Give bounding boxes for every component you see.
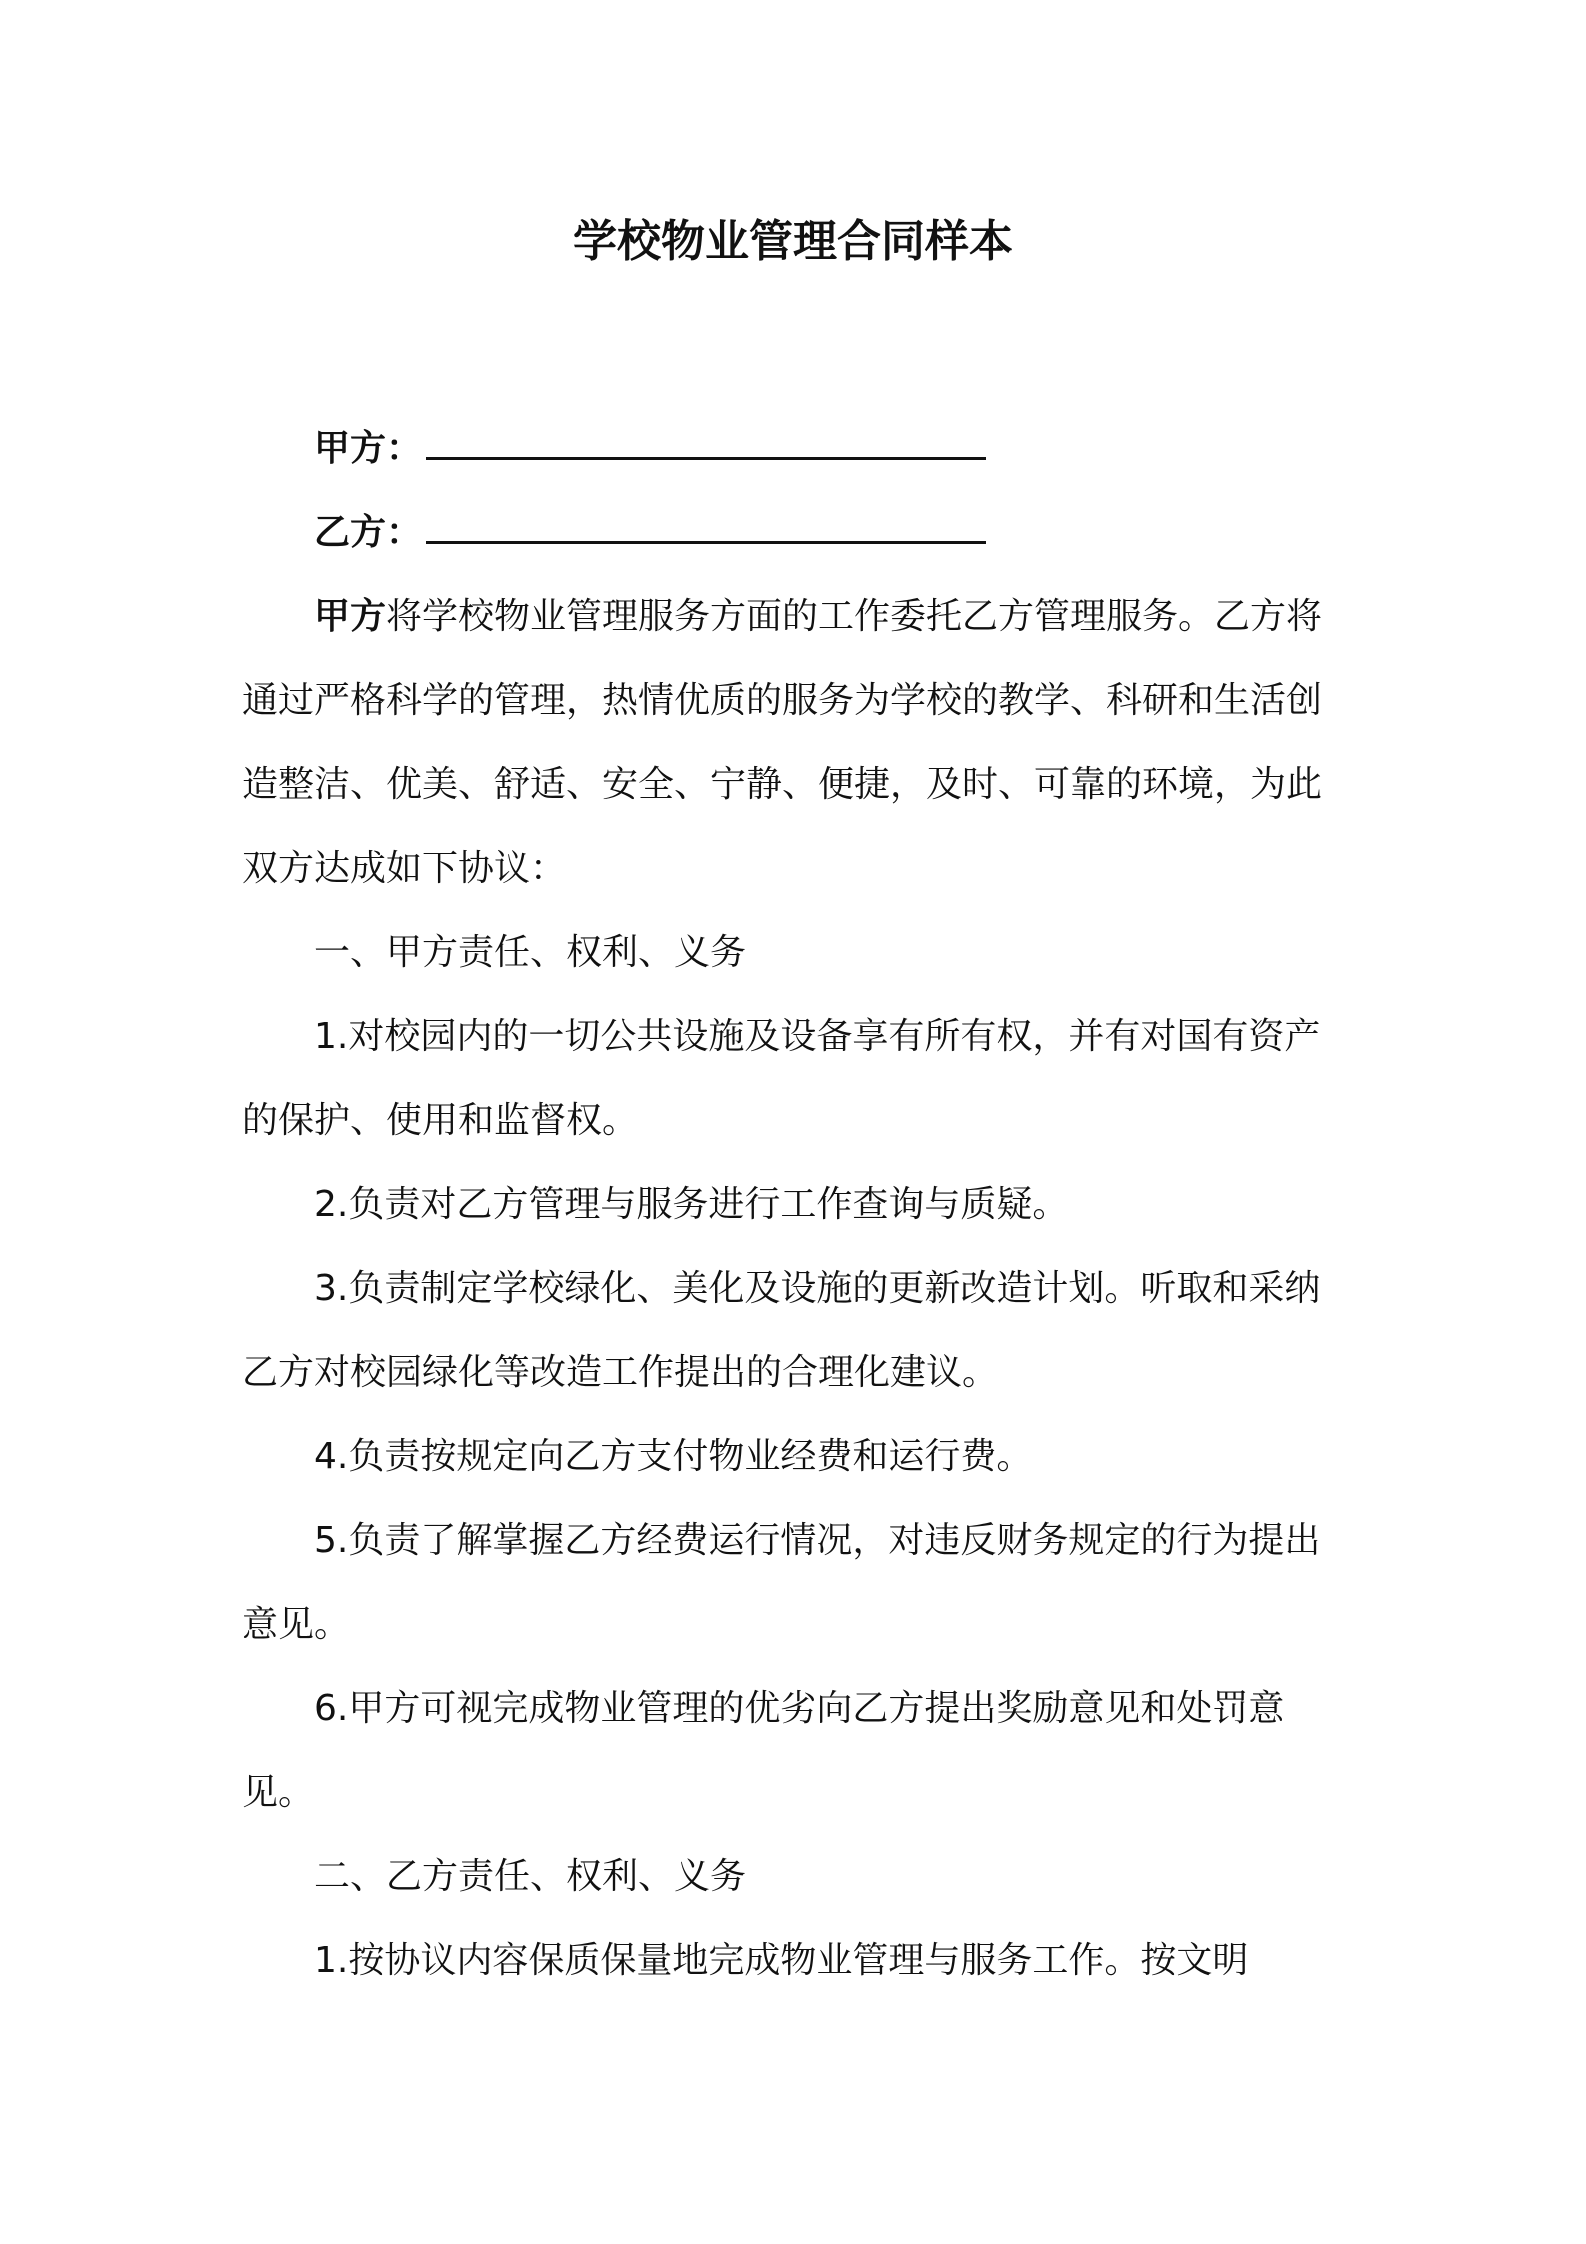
section-1-heading: 一、甲方责任、权利、义务 [314, 932, 747, 973]
intro-text: 将学校物业管理服务方面的工作委托乙方管理服务。乙方将通过严格科学的管理，热情优质的服务为学校的教学、科研和生活创造整洁、优美、舒适、安全、宁静、便捷，及时、可靠的环境，为此双方达成如下协议： [242, 596, 1323, 889]
party-b-label: 乙方： [314, 512, 423, 553]
party-a-label: 甲方： [314, 428, 423, 469]
section-1-item: 4.负责按规定向乙方支付物业经费和运行费。 [314, 1436, 1033, 1477]
section-1-item: 2.负责对乙方管理与服务进行工作查询与质疑。 [314, 1184, 1069, 1225]
document-title: 学校物业管理合同样本 [573, 216, 1013, 267]
party-b-line [242, 491, 1352, 575]
section-1-item: 1.对校园内的一切公共设施及设备享有所有权，并有对国有资产的保护、使用和监督权。 [242, 1016, 1321, 1141]
party-a-blank-line [426, 427, 986, 460]
section-2-item: 1.按协议内容保质保量地完成物业管理与服务工作。按文明 [314, 1940, 1249, 1981]
intro-lead: 甲方 [314, 596, 387, 637]
intro-paragraph [242, 575, 1352, 911]
party-a-line [242, 407, 1352, 491]
section-2-heading: 二、乙方责任、权利、义务 [314, 1856, 747, 1897]
section-1-item: 3.负责制定学校绿化、美化及设施的更新改造计划。听取和采纳乙方对校园绿化等改造工作提出的合理化建议。 [242, 1268, 1321, 1393]
party-b-blank-line [426, 511, 986, 544]
document-body [242, 407, 1352, 2003]
section-1-item: 6.甲方可视完成物业管理的优劣向乙方提出奖励意见和处罚意见。 [242, 1688, 1285, 1813]
section-1-item: 5.负责了解掌握乙方经费运行情况，对违反财务规定的行为提出意见。 [242, 1520, 1321, 1645]
